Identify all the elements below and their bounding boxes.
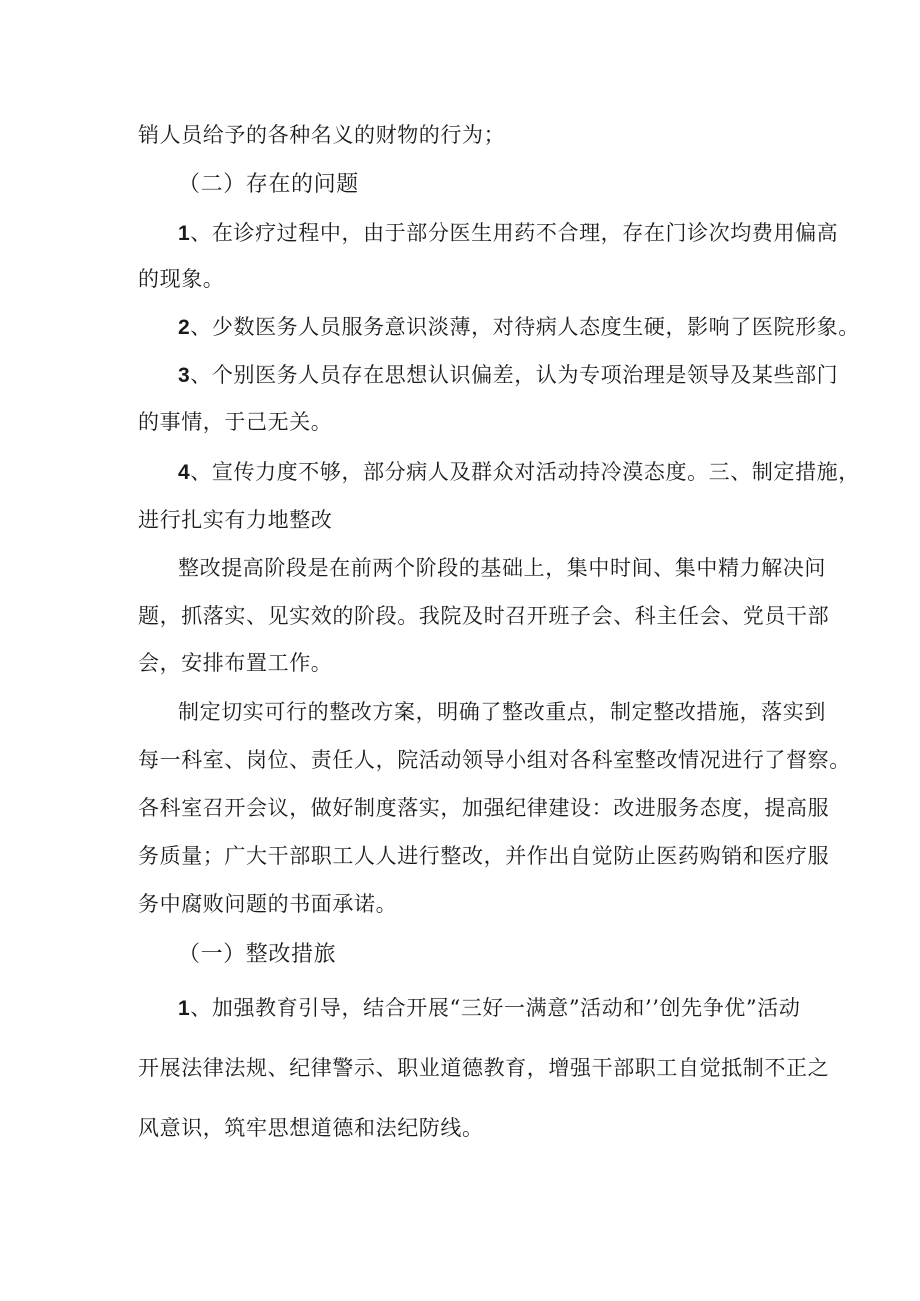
text-line: 题，抓落实、见实效的阶段。我院及时召开班子会、科主任会、党员干部 — [138, 604, 830, 628]
text-line: 销人员给予的各种名义的财物的行为； — [138, 123, 506, 147]
item-number: 1 — [178, 997, 191, 1020]
text-line: 整改提高阶段是在前两个阶段的基础上，集中时间、集中精力解决问 — [178, 556, 826, 580]
text-line: 开展法律法规、纪律警示、职业道德教育，增强干部职工自觉抵制不正之 — [138, 1056, 830, 1080]
text-line: 1、加强教育引导，结合开展“三好一满意”活动和’’创先争优”活动 — [178, 996, 801, 1020]
section-heading: （二）存在的问题 — [178, 172, 359, 197]
item-number: 1 — [178, 222, 191, 245]
text-line: 每一科室、岗位、责任人，院活动领导小组对各科室整改情况进行了督察。 — [138, 748, 851, 772]
text-line: 风意识，筑牢思想道德和法纪防线。 — [138, 1116, 484, 1140]
section-heading: （一）整改措旅 — [178, 942, 337, 967]
item-number: 3 — [178, 364, 191, 387]
text-line: 3、个别医务人员存在思想认识偏差，认为专项治理是领导及某些部门 — [178, 363, 839, 387]
text-line: 进行扎实有力地整改 — [138, 508, 333, 532]
item-number: 2 — [178, 316, 191, 339]
text-line: 2、少数医务人员服务意识淡薄，对待病人态度生硬，影响了医院形象。 — [178, 315, 860, 339]
text-line: 4、宣传力度不够，部分病人及群众对活动持冷漠态度。三、制定措施， — [178, 460, 860, 484]
item-number: 4 — [178, 461, 191, 484]
text-line: 的事情，于己无关。 — [138, 410, 333, 434]
text-line: 各科室召开会议，做好制度落实，加强纪律建设：改进服务态度，提高服 — [138, 796, 830, 820]
text-line: 1、在诊疗过程中，由于部分医生用药不合理，存在门诊次均费用偏高 — [178, 221, 839, 245]
text-line: 务质量；广大干部职工人人进行整改，并作出自觉防止医药购销和医疗服 — [138, 844, 830, 868]
text-line: 会，安排布置工作。 — [138, 651, 333, 675]
text-line: 的现象。 — [138, 267, 225, 291]
text-line: 务中腐败问题的书面承诺。 — [138, 892, 398, 916]
text-line: 制定切实可行的整改方案，明确了整改重点，制定整改措施，落实到 — [178, 700, 826, 724]
